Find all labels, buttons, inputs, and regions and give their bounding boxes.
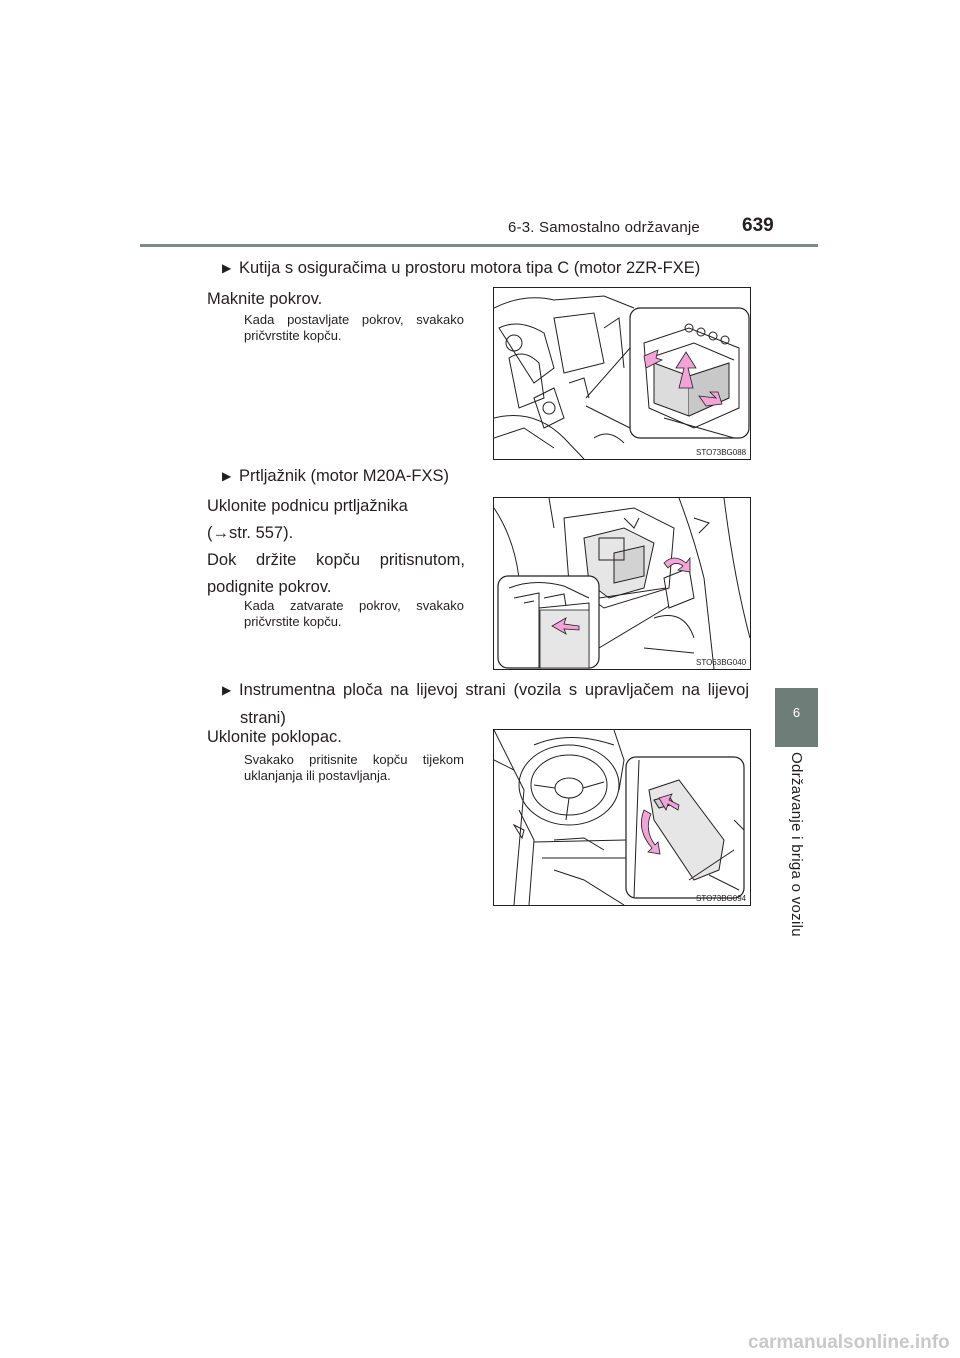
figure-instrument-panel bbox=[493, 729, 751, 906]
triangle-right-icon: ▶ bbox=[222, 683, 232, 697]
figure-code: STO73BG094 bbox=[696, 894, 747, 903]
section-2-heading: ▶ Prtljažnik (motor M20A-FXS) bbox=[222, 462, 522, 490]
page-number: 639 bbox=[742, 215, 774, 236]
section-1-note: Kada postavljate pokrov, svakako pričvrstite kopču. bbox=[244, 312, 464, 343]
section-3-heading: ▶ Instrumentna ploča na lijevoj strani (vozila s upravljačem na lijevoj strani) bbox=[222, 676, 762, 732]
section-2-note: Kada zatvarate pokrov, svakako pričvrstite kopču. bbox=[244, 598, 464, 629]
chapter-tab bbox=[775, 688, 818, 747]
figure-trunk-fuse-box bbox=[493, 497, 751, 670]
figure-code: STO73BG088 bbox=[696, 448, 747, 457]
triangle-right-icon: ▶ bbox=[222, 469, 232, 483]
section-header: 6-3. Samostalno održavanje bbox=[508, 219, 700, 236]
chapter-number: 6 bbox=[792, 705, 801, 720]
instrument-panel-illustration bbox=[494, 730, 750, 905]
header-rule bbox=[140, 244, 818, 247]
section-1-instruction: Maknite pokrov. bbox=[207, 290, 323, 308]
engine-fuse-box-illustration bbox=[494, 288, 750, 459]
section-2-instruction: Uklonite podnicu prtljažnika (→str. 557). Dok držite kopču pritisnutom, podignite pokrov. bbox=[207, 497, 465, 596]
triangle-right-icon: ▶ bbox=[222, 261, 232, 275]
section-3-note: Svakako pritisnite kopču tijekom uklanjanja ili postavljanja. bbox=[244, 752, 464, 783]
section-1-heading: ▶ Kutija s osiguračima u prostoru motora tipa C (motor 2ZR-FXE) bbox=[222, 254, 762, 282]
figure-engine-fuse-box bbox=[493, 287, 751, 460]
figure-code: STO63BG040 bbox=[696, 658, 747, 667]
chapter-label: Održavanje i briga o vozilu bbox=[788, 752, 805, 937]
trunk-fuse-box-illustration bbox=[494, 498, 750, 669]
watermark: carmanualsonline.info bbox=[748, 1332, 950, 1353]
section-3-instruction: Uklonite poklopac. bbox=[207, 728, 342, 746]
